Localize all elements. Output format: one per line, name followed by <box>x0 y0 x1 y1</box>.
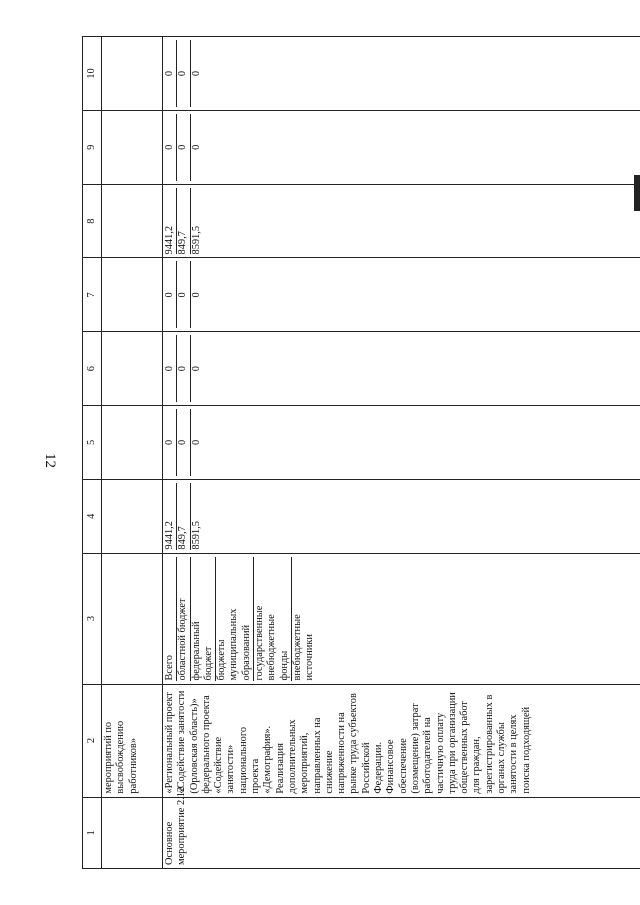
value-total: 0 <box>164 114 177 181</box>
measure-description <box>163 684 640 797</box>
table-row-main <box>163 37 640 869</box>
header-cell: 10 <box>83 37 102 111</box>
table-row-previous <box>102 37 163 869</box>
header-cell: 7 <box>83 258 102 332</box>
text-line: мероприятий по <box>103 721 114 794</box>
value-regional: 0 <box>177 409 190 476</box>
text-line: труда при организации <box>446 692 458 794</box>
value-total: 0 <box>164 335 177 402</box>
text-line: направленных на <box>311 717 323 794</box>
value-federal: 0 <box>190 292 202 298</box>
page-number: 12 <box>42 453 58 468</box>
text-line: «Демография». <box>262 725 274 794</box>
cell-empty <box>102 553 163 684</box>
text-line: работников» <box>127 737 139 794</box>
text-line: частичную оплату <box>434 712 446 794</box>
value-column-4 <box>163 479 640 553</box>
cell-empty <box>102 184 163 258</box>
value-federal: 0 <box>190 70 202 77</box>
value-column-6 <box>163 332 640 406</box>
text-line: Российской <box>360 742 372 794</box>
text-line: Федерации. <box>373 741 385 794</box>
cell-empty <box>102 797 163 868</box>
value-federal: 8591,5 <box>190 225 202 255</box>
text-line: занятости в целях <box>508 714 520 794</box>
value-federal: 0 <box>190 439 202 446</box>
budget-table <box>82 36 640 869</box>
text-line: проекта <box>250 758 262 794</box>
value-total: 0 <box>164 261 177 328</box>
cell-empty <box>102 37 163 111</box>
header-cell: 9 <box>83 110 102 184</box>
text-line: поиска подходящей <box>520 706 532 794</box>
cell-empty <box>102 110 163 184</box>
text-line: для граждан, <box>471 736 483 794</box>
text-line: зарегистрированных в <box>483 694 495 794</box>
text-line: общественных работ <box>459 701 471 794</box>
cell-empty <box>102 406 163 480</box>
text-line: органах службы <box>496 722 508 794</box>
source-municipal-budgets: бюджеты <box>216 639 228 681</box>
value-total: 9441,2 <box>164 188 177 255</box>
value-column-10 <box>163 37 640 111</box>
source-federal-budget: федеральный <box>190 621 202 681</box>
text-line: «Содействие занятости <box>176 690 188 794</box>
value-federal: 0 <box>190 144 202 150</box>
value-total: 9441,2 <box>164 483 177 550</box>
header-cell: 2 <box>83 684 102 797</box>
source-municipal-budgets: муниципальных <box>228 608 240 681</box>
measure-number <box>163 786 640 868</box>
header-cell: 1 <box>83 797 102 868</box>
value-federal: 0 <box>190 366 202 372</box>
value-column-5 <box>163 406 640 480</box>
source-regional-budget: областной бюджет <box>177 557 190 681</box>
source-total: Всего <box>164 557 177 681</box>
text-line: Реализация <box>274 743 286 794</box>
cell-empty <box>102 258 163 332</box>
cell-empty <box>102 332 163 406</box>
text-line: снижение <box>323 750 335 794</box>
funding-sources <box>163 553 640 684</box>
source-state-funds: внебюджетные <box>266 614 278 681</box>
value-regional: 0 <box>177 40 190 107</box>
text-line: «Региональный проект <box>164 692 175 794</box>
text-line: высвобождению <box>115 720 127 794</box>
value-column-8 <box>163 184 640 258</box>
text-line: дополнительных <box>286 719 298 794</box>
value-total: 0 <box>164 409 177 476</box>
text-line: мероприятий, <box>299 732 311 794</box>
header-cell: 6 <box>83 332 102 406</box>
measure-name-continued <box>102 684 163 797</box>
value-regional: 0 <box>177 335 190 402</box>
header-cell: 5 <box>83 406 102 480</box>
value-federal: 8591,5 <box>190 521 202 550</box>
text-line: занятости» <box>225 744 237 794</box>
value-regional: 0 <box>177 261 190 328</box>
text-line: (возмещение) затрат <box>409 703 421 794</box>
value-total: 0 <box>164 40 177 107</box>
source-state-funds: фонды <box>279 557 292 681</box>
text-line: (Орловская область)» <box>188 698 200 794</box>
rotated-page-content <box>82 36 640 869</box>
text-line: мероприятие 2.12 <box>176 786 188 865</box>
text-line: рынке труда субъектов <box>348 693 360 794</box>
header-cell: 3 <box>83 553 102 684</box>
text-line: Финансовое <box>385 739 397 794</box>
source-state-funds: государственные <box>254 605 266 681</box>
text-line: работодателей на <box>422 717 434 794</box>
value-regional: 849,7 <box>177 188 190 255</box>
source-federal-budget: бюджет <box>203 557 216 681</box>
value-regional: 0 <box>177 114 190 181</box>
value-column-9 <box>163 110 640 184</box>
text-line: напряженности на <box>336 712 348 794</box>
header-cell: 8 <box>83 184 102 258</box>
text-line: федерального проекта <box>200 695 212 794</box>
text-line: обеспечение <box>397 738 409 794</box>
source-municipal-budgets: образований <box>241 557 254 681</box>
cell-empty <box>102 479 163 553</box>
text-line: «Содействие <box>213 736 225 794</box>
source-extra-budgetary: источники <box>304 634 316 681</box>
value-regional: 849,7 <box>177 483 190 550</box>
text-line: национального <box>237 726 249 794</box>
header-row <box>83 37 102 869</box>
text-line: Основное <box>164 821 175 865</box>
value-column-7 <box>163 258 640 332</box>
source-extra-budgetary: внебюджетные <box>291 614 303 681</box>
header-cell: 4 <box>83 479 102 553</box>
